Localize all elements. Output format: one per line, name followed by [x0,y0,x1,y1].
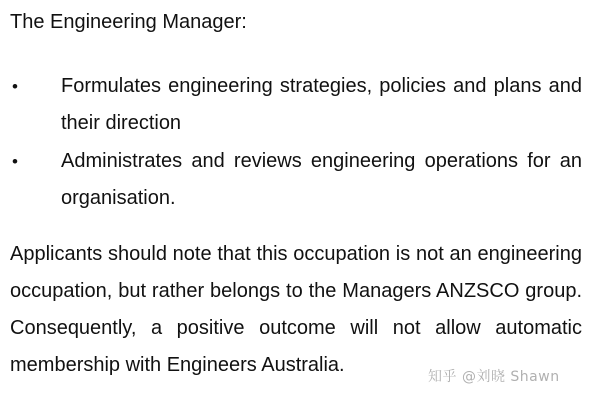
bullet-icon: • [12,77,18,96]
list-item [0,68,600,142]
section-heading: The Engineering Manager: [10,11,247,33]
bullet-icon: • [12,152,18,171]
list-item [0,143,600,217]
watermark-text: 知乎 @刘晓 Shawn [428,369,560,385]
responsibility-list [0,68,600,217]
applicant-note-paragraph: Applicants should note that this occupation is not an engineering occupation, but rather belongs to the Managers ANZSCO group. Consequently, a positive outcome will not allow automatic membership with Engineers Australia. [10,243,582,376]
list-item-text: Administrates and reviews engineering operations for an organisation. [61,150,582,209]
list-item-text: Formulates engineering strategies, policies and plans and their direction [61,75,582,134]
